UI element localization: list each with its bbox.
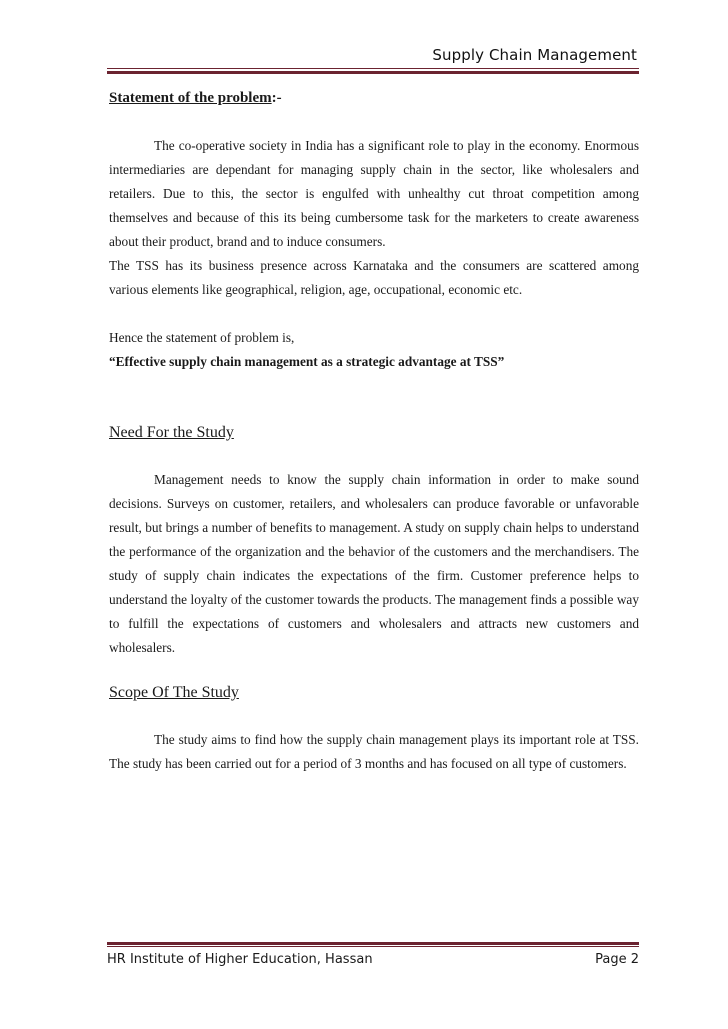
problem-heading-suffix: :- (271, 90, 282, 106)
problem-heading (109, 90, 639, 107)
need-paragraph: Management needs to know the supply chain information in order to make sound decisions. Surveys on customer, retailers, and wholesalers can produce favorable or unfavorable result, but brings a number of benefits to management. A study on supply chain helps to understand the performance of the organization and the behavior of the customers and the merchandisers. The study of supply chain indicates the expectations of the firm. Customer preference helps to understand the loyalty of the customer towards the products. The management finds a possible way to fulfill the expectations of customers and wholesalers and attracts new customers and wholesalers. (109, 472, 639, 655)
header-rule-thick (107, 71, 639, 74)
page-header-title: Supply Chain Management (432, 46, 637, 64)
page-body (109, 90, 639, 776)
scope-heading: Scope Of The Study (109, 684, 239, 701)
footer-rule-thin (107, 946, 639, 947)
need-heading: Need For the Study (109, 424, 234, 441)
footer-institute: HR Institute of Higher Education, Hassan (107, 952, 373, 967)
scope-paragraph: The study aims to find how the supply chain management plays its important role at TSS. The study has been carried out for a period of 3 months and has focused on all type of customers. (109, 732, 639, 771)
problem-paragraph-3: Hence the statement of problem is, (109, 330, 295, 345)
problem-paragraph-1: The co-operative society in India has a significant role to play in the economy. Enormous intermediaries are dependant for managing supply chain in the sector, like wholesalers and retailers. Due to this, the sector is engulfed with unhealthy cut throat competition among themselves and because of this its being cumbersome task for the marketers to create awareness about their product, brand and to induce consumers. (109, 138, 639, 249)
footer-rule-thick (107, 942, 639, 945)
problem-quote: “Effective supply chain management as a strategic advantage at TSS” (109, 354, 505, 369)
problem-paragraph-2: The TSS has its business presence across Karnataka and the consumers are scattered among various elements like geographical, religion, age, occupational, economic etc. (109, 258, 639, 297)
problem-heading-text: Statement of the problem (109, 90, 272, 106)
footer-page-number: Page 2 (595, 952, 639, 967)
header-rule-thin (107, 68, 639, 69)
